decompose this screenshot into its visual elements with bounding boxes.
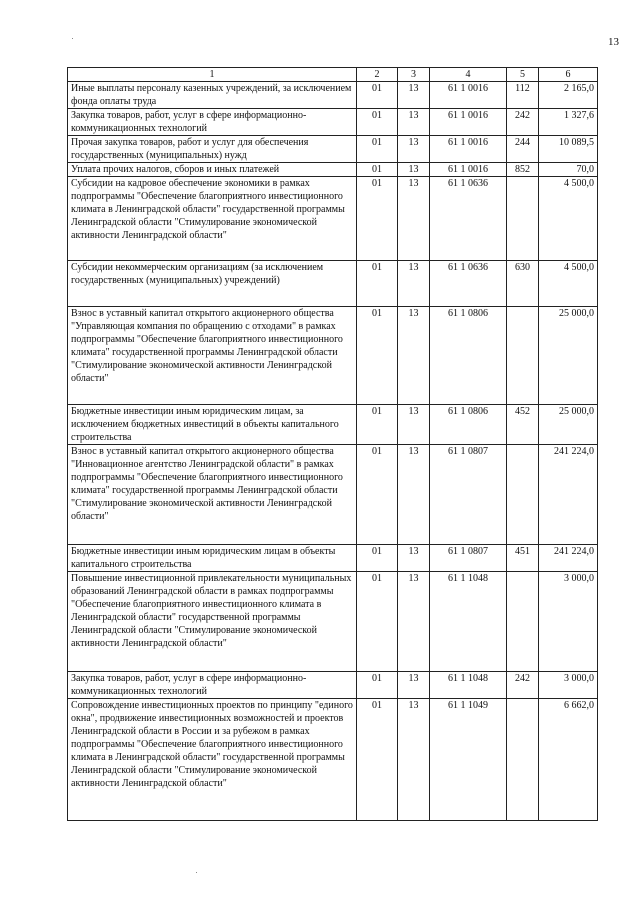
row-name-cell: Закупка товаров, работ, услуг в сфере информационно-коммуникационных технологий [68,109,357,136]
table-row [68,136,598,163]
expense-type-cell [507,445,539,545]
section-cell: 01 [357,261,398,307]
header-cell: 2 [357,68,398,82]
expense-type-cell [507,307,539,405]
expense-type-cell: 242 [507,672,539,699]
expense-type-cell [507,699,539,821]
table-row [68,163,598,177]
amount-cell: 4 500,0 [539,261,598,307]
table-row [68,261,598,307]
scan-speck [196,872,197,873]
page-number: 13 [608,36,619,48]
expense-type-cell: 451 [507,545,539,572]
header-row [68,68,598,82]
header-cell: 1 [68,68,357,82]
amount-cell: 241 224,0 [539,445,598,545]
header-cell: 6 [539,68,598,82]
amount-cell: 70,0 [539,163,598,177]
amount-cell: 3 000,0 [539,672,598,699]
table-row [68,672,598,699]
target-article-cell: 61 1 1048 [430,672,507,699]
subsection-cell: 13 [398,672,430,699]
section-cell: 01 [357,545,398,572]
table-row [68,177,598,261]
amount-cell: 4 500,0 [539,177,598,261]
section-cell: 01 [357,163,398,177]
amount-cell: 6 662,0 [539,699,598,821]
expense-type-cell: 112 [507,82,539,109]
table-row [68,572,598,672]
row-name-cell: Иные выплаты персоналу казенных учреждений, за исключением фонда оплаты труда [68,82,357,109]
section-cell: 01 [357,405,398,445]
budget-table [67,67,598,821]
expense-type-cell: 852 [507,163,539,177]
header-cell: 4 [430,68,507,82]
target-article-cell: 61 1 0016 [430,109,507,136]
subsection-cell: 13 [398,82,430,109]
section-cell: 01 [357,307,398,405]
scan-speck [72,38,73,39]
section-cell: 01 [357,672,398,699]
section-cell: 01 [357,136,398,163]
subsection-cell: 13 [398,261,430,307]
subsection-cell: 13 [398,572,430,672]
header-cell: 5 [507,68,539,82]
table-row [68,82,598,109]
row-name-cell: Закупка товаров, работ, услуг в сфере информационно-коммуникационных технологий [68,672,357,699]
subsection-cell: 13 [398,545,430,572]
target-article-cell: 61 1 1048 [430,572,507,672]
section-cell: 01 [357,445,398,545]
amount-cell: 10 089,5 [539,136,598,163]
subsection-cell: 13 [398,405,430,445]
subsection-cell: 13 [398,136,430,163]
amount-cell: 241 224,0 [539,545,598,572]
target-article-cell: 61 1 0636 [430,177,507,261]
target-article-cell: 61 1 0016 [430,136,507,163]
expense-type-cell: 630 [507,261,539,307]
target-article-cell: 61 1 0806 [430,405,507,445]
table-row [68,307,598,405]
target-article-cell: 61 1 0016 [430,163,507,177]
section-cell: 01 [357,699,398,821]
subsection-cell: 13 [398,177,430,261]
target-article-cell: 61 1 0807 [430,545,507,572]
section-cell: 01 [357,572,398,672]
target-article-cell: 61 1 0016 [430,82,507,109]
amount-cell: 3 000,0 [539,572,598,672]
target-article-cell: 61 1 0807 [430,445,507,545]
table-row [68,545,598,572]
expense-type-cell [507,177,539,261]
expense-type-cell: 242 [507,109,539,136]
subsection-cell: 13 [398,307,430,405]
row-name-cell: Субсидии некоммерческим организациям (за исключением государственных (муниципальных) учреждений) [68,261,357,307]
section-cell: 01 [357,82,398,109]
row-name-cell: Бюджетные инвестиции иным юридическим лицам в объекты капитального строительства [68,545,357,572]
target-article-cell: 61 1 0636 [430,261,507,307]
subsection-cell: 13 [398,699,430,821]
section-cell: 01 [357,109,398,136]
subsection-cell: 13 [398,163,430,177]
target-article-cell: 61 1 1049 [430,699,507,821]
row-name-cell: Прочая закупка товаров, работ и услуг для обеспечения государственных (муниципальных) нужд [68,136,357,163]
table-row [68,109,598,136]
row-name-cell: Повышение инвестиционной привлекательности муниципальных образований Ленинградской области в рамках подпрограммы "Обеспечение благоприятного инвестиционного климата в Ленинградской области" государственной программы Ленинградской области "Стимулирование экономической активности Ленинградской области" [68,572,357,672]
subsection-cell: 13 [398,109,430,136]
subsection-cell: 13 [398,445,430,545]
amount-cell: 25 000,0 [539,405,598,445]
table-row [68,405,598,445]
row-name-cell: Субсидии на кадровое обеспечение экономики в рамках подпрограммы "Обеспечение благоприятного инвестиционного климата в Ленинградской области" государственной программы Ленинградской области "Стимулирование экономической активности Ленинградской области" [68,177,357,261]
amount-cell: 2 165,0 [539,82,598,109]
row-name-cell: Бюджетные инвестиции иным юридическим лицам, за исключением бюджетных инвестиций в объекты капитального строительства [68,405,357,445]
row-name-cell: Сопровождение инвестиционных проектов по принципу "единого окна", продвижение инвестиционных возможностей и проектов Ленинградской области в России и за рубежом в рамках подпрограммы "Обеспечение благоприятного инвестиционного климата в Ленинградской области" государственной программы Ленинградской области "Стимулирование экономической активности Ленинградской области" [68,699,357,821]
row-name-cell: Взнос в уставный капитал открытого акционерного общества "Управляющая компания по обращению с отходами" в рамках подпрограммы "Обеспечение благоприятного инвестиционного климата" государственной программы Ленинградской области "Стимулирование экономической активности Ленинградской области" [68,307,357,405]
section-cell: 01 [357,177,398,261]
row-name-cell: Взнос в уставный капитал открытого акционерного общества "Инновационное агентство Ленинградской области" в рамках подпрограммы "Обеспечение благоприятного инвестиционного климата" государственной программы Ленинградской области "Стимулирование экономической активности Ленинградской области" [68,445,357,545]
expense-type-cell [507,572,539,672]
table-row [68,699,598,821]
amount-cell: 1 327,6 [539,109,598,136]
expense-type-cell: 452 [507,405,539,445]
header-cell: 3 [398,68,430,82]
amount-cell: 25 000,0 [539,307,598,405]
expense-type-cell: 244 [507,136,539,163]
row-name-cell: Уплата прочих налогов, сборов и иных платежей [68,163,357,177]
target-article-cell: 61 1 0806 [430,307,507,405]
table-row [68,445,598,545]
